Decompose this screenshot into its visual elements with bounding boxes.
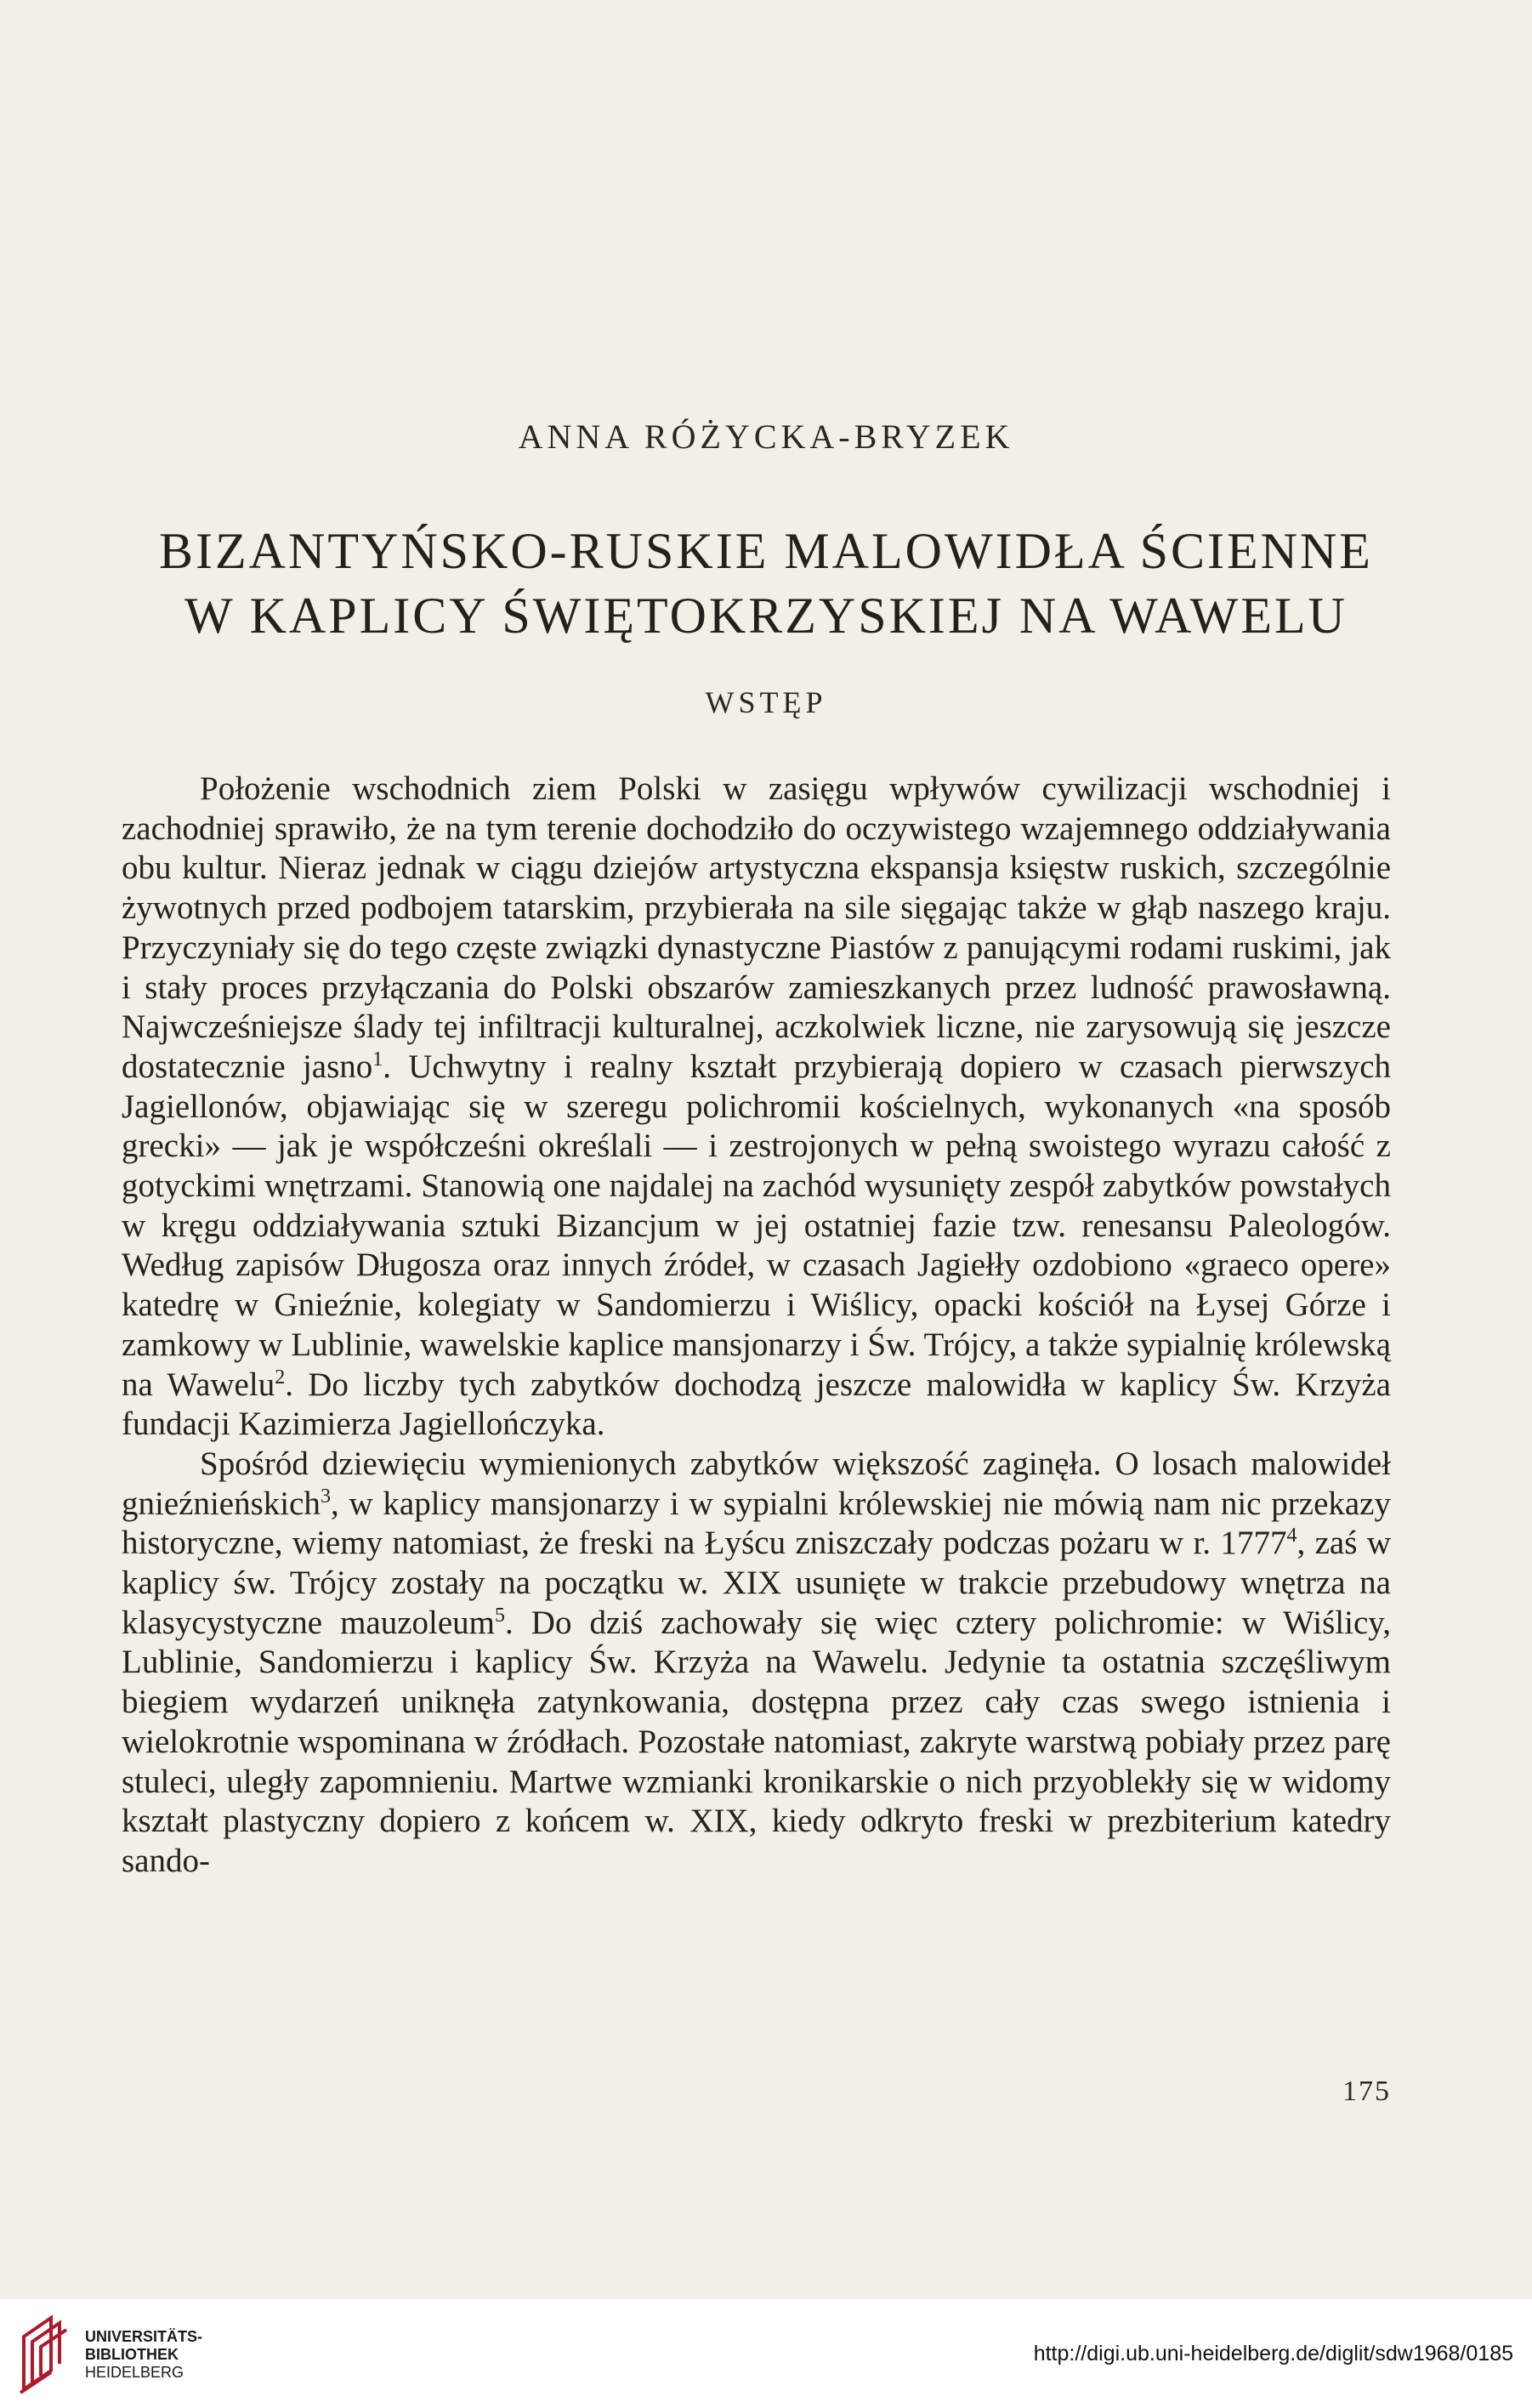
library-logo-icon bbox=[17, 2311, 73, 2396]
library-name-line-2: BIBLIOTHEK bbox=[85, 2346, 179, 2363]
title-line-1: BIZANTYŃSKO-RUSKIE MALOWIDŁA ŚCIENNE bbox=[159, 523, 1373, 579]
author-name: ANNA RÓŻYCKA-BRYZEK bbox=[518, 417, 1014, 456]
paragraph-2-text-a: Spośród dziewięciu wymienionych zabytków większość zaginęła. O losach malowideł gnieźnieńskich bbox=[122, 1445, 1391, 1522]
paragraph-1-text-c: . Do liczby tych zabytków dochodzą jeszcze malowidła w kaplicy Św. Krzyża fundacji Kazimierza Jagiellończyka. bbox=[122, 1366, 1391, 1443]
footnote-ref-3: 3 bbox=[320, 1485, 331, 1508]
source-url-link[interactable]: http://digi.ub.uni-heidelberg.de/diglit/sdw1968/0185 bbox=[1033, 2342, 1513, 2365]
article-title bbox=[0, 519, 1532, 648]
page-number: 175 bbox=[1342, 2076, 1391, 2107]
library-name-line-3: HEIDELBERG bbox=[85, 2364, 184, 2381]
paragraph-1 bbox=[122, 770, 1391, 1445]
paragraph-2 bbox=[122, 1445, 1391, 1882]
footnote-ref-4: 4 bbox=[1286, 1525, 1297, 1548]
footer-bar bbox=[0, 2299, 1532, 2408]
footnote-ref-2: 2 bbox=[275, 1366, 286, 1389]
paragraph-2-text-b: , w kaplicy mansjonarzy i w sypialni królewskiej nie mówią nam nic przekazy historyczne, wiemy natomiast, że freski na Łyścu zniszczały podczas pożaru w r. 1777 bbox=[122, 1485, 1391, 1562]
paragraph-2-text-d: . Do dziś zachowały się więc cztery polichromie: w Wiślicy, Lublinie, Sandomierzu i kaplicy Św. Krzyża na Wawelu. Jedynie ta ostatnia szczęśliwym biegiem wydarzeń uniknęła zatynkowania, dostępna przez cały czas swego istnienia i wielokrotnie wspominana w źródłach. Pozostałe natomiast, zakryte warstwą pobiały przez parę stuleci, uległy zapomnieniu. Martwe wzmianki kronikarskie o nich przyoblekły się w widomy kształt plastyczny dopiero z końcem w. XIX, kiedy odkryto freski w prezbiterium katedry sando- bbox=[122, 1604, 1391, 1879]
paragraph-2-text-c: , zaś w kaplicy św. Trójcy zostały na początku w. XIX usunięte w trakcie przebudowy wnętrza na klasycystyczne mauzoleum bbox=[122, 1525, 1391, 1641]
body-text bbox=[122, 770, 1391, 1882]
paragraph-1-text-a: Położenie wschodnich ziem Polski w zasięgu wpływów cywilizacji wschodniej i zachodniej sprawiło, że na tym terenie dochodziło do oczywistego wzajemnego oddziaływania obu kultur. Nieraz jednak w ciągu dziejów artystyczna ekspansja księstw ruskich, szczególnie żywotnych przed podbojem tatarskim, przybierała na sile sięgając także w głąb naszego kraju. Przyczyniały się do tego częste związki dynastyczne Piastów z panującymi rodami ruskimi, jak i stały proces przyłączania do Polski obszarów zamieszkanych przez ludność prawosławną. Najwcześniejsze ślady tej infiltracji kulturalnej, aczkolwiek liczne, nie zarysowują się jeszcze dostatecznie jasno bbox=[122, 770, 1391, 1085]
footnote-ref-1: 1 bbox=[372, 1048, 383, 1071]
title-line-2: W KAPLICY ŚWIĘTOKRZYSKIEJ NA WAWELU bbox=[184, 588, 1348, 644]
paragraph-1-text-b: . Uchwytny i realny kształt przybierają dopiero w czasach pierwszych Jagiellonów, objawiając się w szeregu polichromii kościelnych, wykonanych «na sposób grecki» — jak je współcześni określali — i zestrojonych w pełną swoistego wyrazu całość z gotyckimi wnętrzami. Stanowią one najdalej na zachód wysunięty zespół zabytków powstałych w kręgu oddziaływania sztuki Bizancjum w jej ostatniej fazie tzw. renesansu Paleologów. Według zapisów Długosza oraz innych źródeł, w czasach Jagiełły ozdobiono «graeco opere» katedrę w Gnieźnie, kolegiaty w Sandomierzu i Wiślicy, opacki kościół na Łysej Górze i zamkowy w Lublinie, wawelskie kaplice mansjonarzy i Św. Trójcy, a także sypialnię królewską na Wawelu bbox=[122, 1048, 1392, 1403]
library-name bbox=[85, 2328, 202, 2382]
footnote-ref-5: 5 bbox=[495, 1604, 506, 1627]
library-name-line-1: UNIVERSITÄTS- bbox=[85, 2328, 203, 2345]
section-heading: WSTĘP bbox=[705, 685, 827, 719]
